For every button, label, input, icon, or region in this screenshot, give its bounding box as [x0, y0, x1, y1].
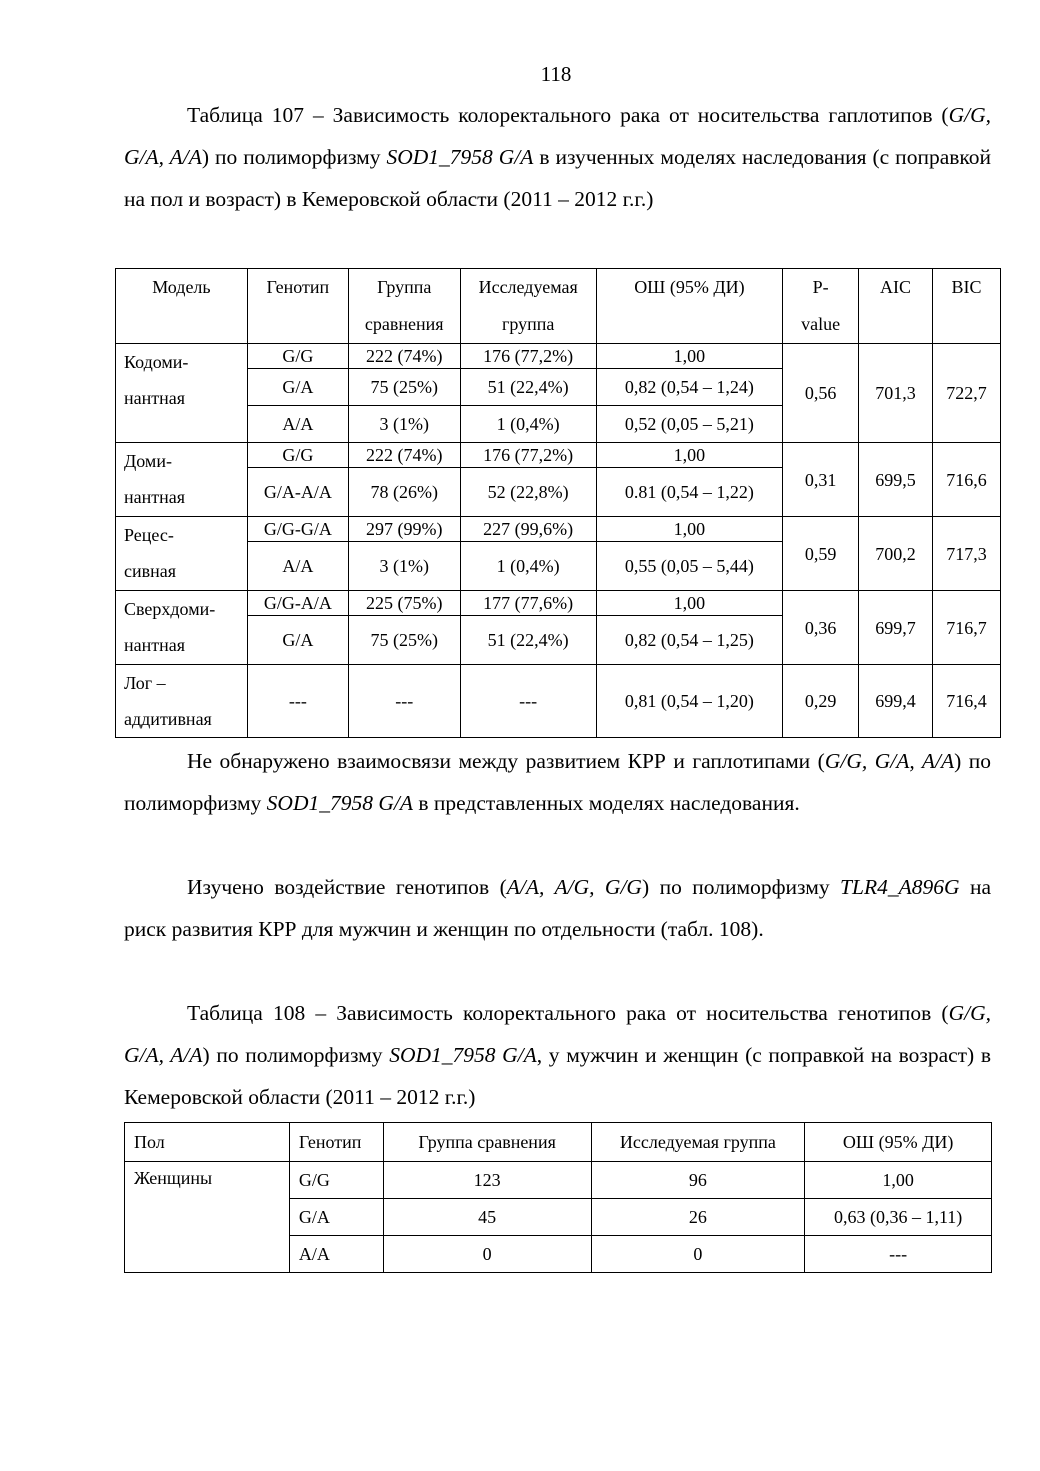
header-odds-ratio: ОШ (95% ДИ): [596, 269, 783, 344]
bic-cell: 716,4: [933, 665, 1001, 738]
odds-ratio-cell: ---: [805, 1236, 992, 1273]
aic-cell: 699,4: [859, 665, 933, 738]
table-row: [116, 443, 1001, 468]
header-genotype: Генотип: [247, 269, 348, 344]
model-name: Доми- нантная: [116, 443, 248, 517]
comparison-group-cell: 3 (1%): [348, 542, 460, 591]
comparison-group-cell: 225 (75%): [348, 591, 460, 616]
bic-cell: 716,6: [933, 443, 1001, 517]
study-group-cell: 176 (77,2%): [460, 344, 596, 369]
paragraph-genotype-effect: Изучено воздействие генотипов (A/A, A/G, G/G) по полиморфизму TLR4_A896G на риск развития КРР для мужчин и женщин по отдельности (табл. 108).: [124, 875, 991, 941]
header-sex: Пол: [125, 1123, 290, 1162]
header-study-group: Исследуемая группа: [460, 269, 596, 344]
comparison-group-cell: 3 (1%): [348, 406, 460, 443]
aic-cell: 699,5: [859, 443, 933, 517]
table-108-caption: Таблица 108 – Зависимость колоректального рака от носительства генотипов (G/G, G/A, A/A) по полиморфизму SOD1_7958 G/A, у мужчин и женщин (с поправкой на возраст) в Кемеровской области (2011 – 2012 г.г.): [124, 1001, 992, 1109]
odds-ratio-cell: 0,82 (0,54 – 1,25): [596, 616, 783, 665]
comparison-group-cell: 123: [383, 1162, 591, 1199]
genotype-cell: G/G-A/A: [247, 591, 348, 616]
comparison-group-cell: 75 (25%): [348, 369, 460, 406]
p-value-cell: 0,29: [783, 665, 859, 738]
odds-ratio-cell: 0.81 (0,54 – 1,22): [596, 468, 783, 517]
odds-ratio-cell: 0,82 (0,54 – 1,24): [596, 369, 783, 406]
header-comparison-group: Группа сравнения: [348, 269, 460, 344]
header-genotype: Генотип: [289, 1123, 383, 1162]
sex-cell: Женщины: [125, 1162, 290, 1273]
odds-ratio-cell: 1,00: [596, 443, 783, 468]
genotype-cell: A/A: [289, 1236, 383, 1273]
odds-ratio-cell: 0,81 (0,54 – 1,20): [596, 665, 783, 738]
table-header-row: [116, 269, 1001, 344]
odds-ratio-cell: 0,55 (0,05 – 5,44): [596, 542, 783, 591]
odds-ratio-cell: 1,00: [805, 1162, 992, 1199]
odds-ratio-cell: 1,00: [596, 517, 783, 542]
table-107-caption: Таблица 107 – Зависимость колоректального рака от носительства гаплотипов (G/G, G/A, A/A) по полиморфизму SOD1_7958 G/A в изученных моделях наследования (с поправкой на пол и возраст) в Кемеровской области (2011 – 2012 г.г.): [124, 103, 991, 211]
genotype-cell: ---: [247, 665, 348, 738]
study-group-cell: 96: [591, 1162, 805, 1199]
odds-ratio-cell: 1,00: [596, 591, 783, 616]
header-aic: AIC: [859, 269, 933, 344]
genotype-cell: G/A: [289, 1199, 383, 1236]
odds-ratio-cell: 1,00: [596, 344, 783, 369]
genotype-cell: G/G: [247, 443, 348, 468]
comparison-group-cell: ---: [348, 665, 460, 738]
table-row: [125, 1162, 992, 1199]
study-group-cell: ---: [460, 665, 596, 738]
page-number: 118: [540, 62, 572, 86]
comparison-group-cell: 222 (74%): [348, 344, 460, 369]
genotype-cell: G/A-A/A: [247, 468, 348, 517]
model-name: Лог – аддитивная: [116, 665, 248, 738]
odds-ratio-cell: 0,63 (0,36 – 1,11): [805, 1199, 992, 1236]
genotype-cell: G/A: [247, 369, 348, 406]
study-group-cell: 52 (22,8%): [460, 468, 596, 517]
header-model: Модель: [116, 269, 248, 344]
study-group-cell: 177 (77,6%): [460, 591, 596, 616]
p-value-cell: 0,56: [783, 344, 859, 443]
aic-cell: 700,2: [859, 517, 933, 591]
study-group-cell: 1 (0,4%): [460, 406, 596, 443]
table-row: [116, 517, 1001, 542]
study-group-cell: 26: [591, 1199, 805, 1236]
study-group-cell: 51 (22,4%): [460, 616, 596, 665]
study-group-cell: 51 (22,4%): [460, 369, 596, 406]
header-p-value: P-value: [783, 269, 859, 344]
model-name: Кодоми- нантная: [116, 344, 248, 443]
header-odds-ratio: ОШ (95% ДИ): [805, 1123, 992, 1162]
comparison-group-cell: 45: [383, 1199, 591, 1236]
header-study-group: Исследуемая группа: [591, 1123, 805, 1162]
table-row: [116, 344, 1001, 369]
study-group-cell: 0: [591, 1236, 805, 1273]
p-value-cell: 0,31: [783, 443, 859, 517]
table-108: [124, 1122, 992, 1273]
genotype-cell: G/A: [247, 616, 348, 665]
study-group-cell: 1 (0,4%): [460, 542, 596, 591]
p-value-cell: 0,59: [783, 517, 859, 591]
table-row: [116, 665, 1001, 738]
header-comparison-group: Группа сравнения: [383, 1123, 591, 1162]
table-row: [116, 591, 1001, 616]
bic-cell: 716,7: [933, 591, 1001, 665]
genotype-cell: A/A: [247, 542, 348, 591]
model-name: Сверхдоми- нантная: [116, 591, 248, 665]
table-107: [115, 268, 1001, 738]
comparison-group-cell: 75 (25%): [348, 616, 460, 665]
comparison-group-cell: 222 (74%): [348, 443, 460, 468]
odds-ratio-cell: 0,52 (0,05 – 5,21): [596, 406, 783, 443]
genotype-cell: G/G: [247, 344, 348, 369]
bic-cell: 717,3: [933, 517, 1001, 591]
model-name: Рецес- сивная: [116, 517, 248, 591]
genotype-cell: A/A: [247, 406, 348, 443]
table-header-row: [125, 1123, 992, 1162]
aic-cell: 699,7: [859, 591, 933, 665]
bic-cell: 722,7: [933, 344, 1001, 443]
paragraph-no-association: Не обнаружено взаимосвязи между развитием КРР и гаплотипами (G/G, G/A, A/A) по полиморфизму SOD1_7958 G/A в представленных моделях наследования.: [124, 749, 991, 815]
p-value-cell: 0,36: [783, 591, 859, 665]
comparison-group-cell: 297 (99%): [348, 517, 460, 542]
header-bic: BIC: [933, 269, 1001, 344]
comparison-group-cell: 0: [383, 1236, 591, 1273]
aic-cell: 701,3: [859, 344, 933, 443]
comparison-group-cell: 78 (26%): [348, 468, 460, 517]
genotype-cell: G/G-G/A: [247, 517, 348, 542]
study-group-cell: 227 (99,6%): [460, 517, 596, 542]
genotype-cell: G/G: [289, 1162, 383, 1199]
study-group-cell: 176 (77,2%): [460, 443, 596, 468]
